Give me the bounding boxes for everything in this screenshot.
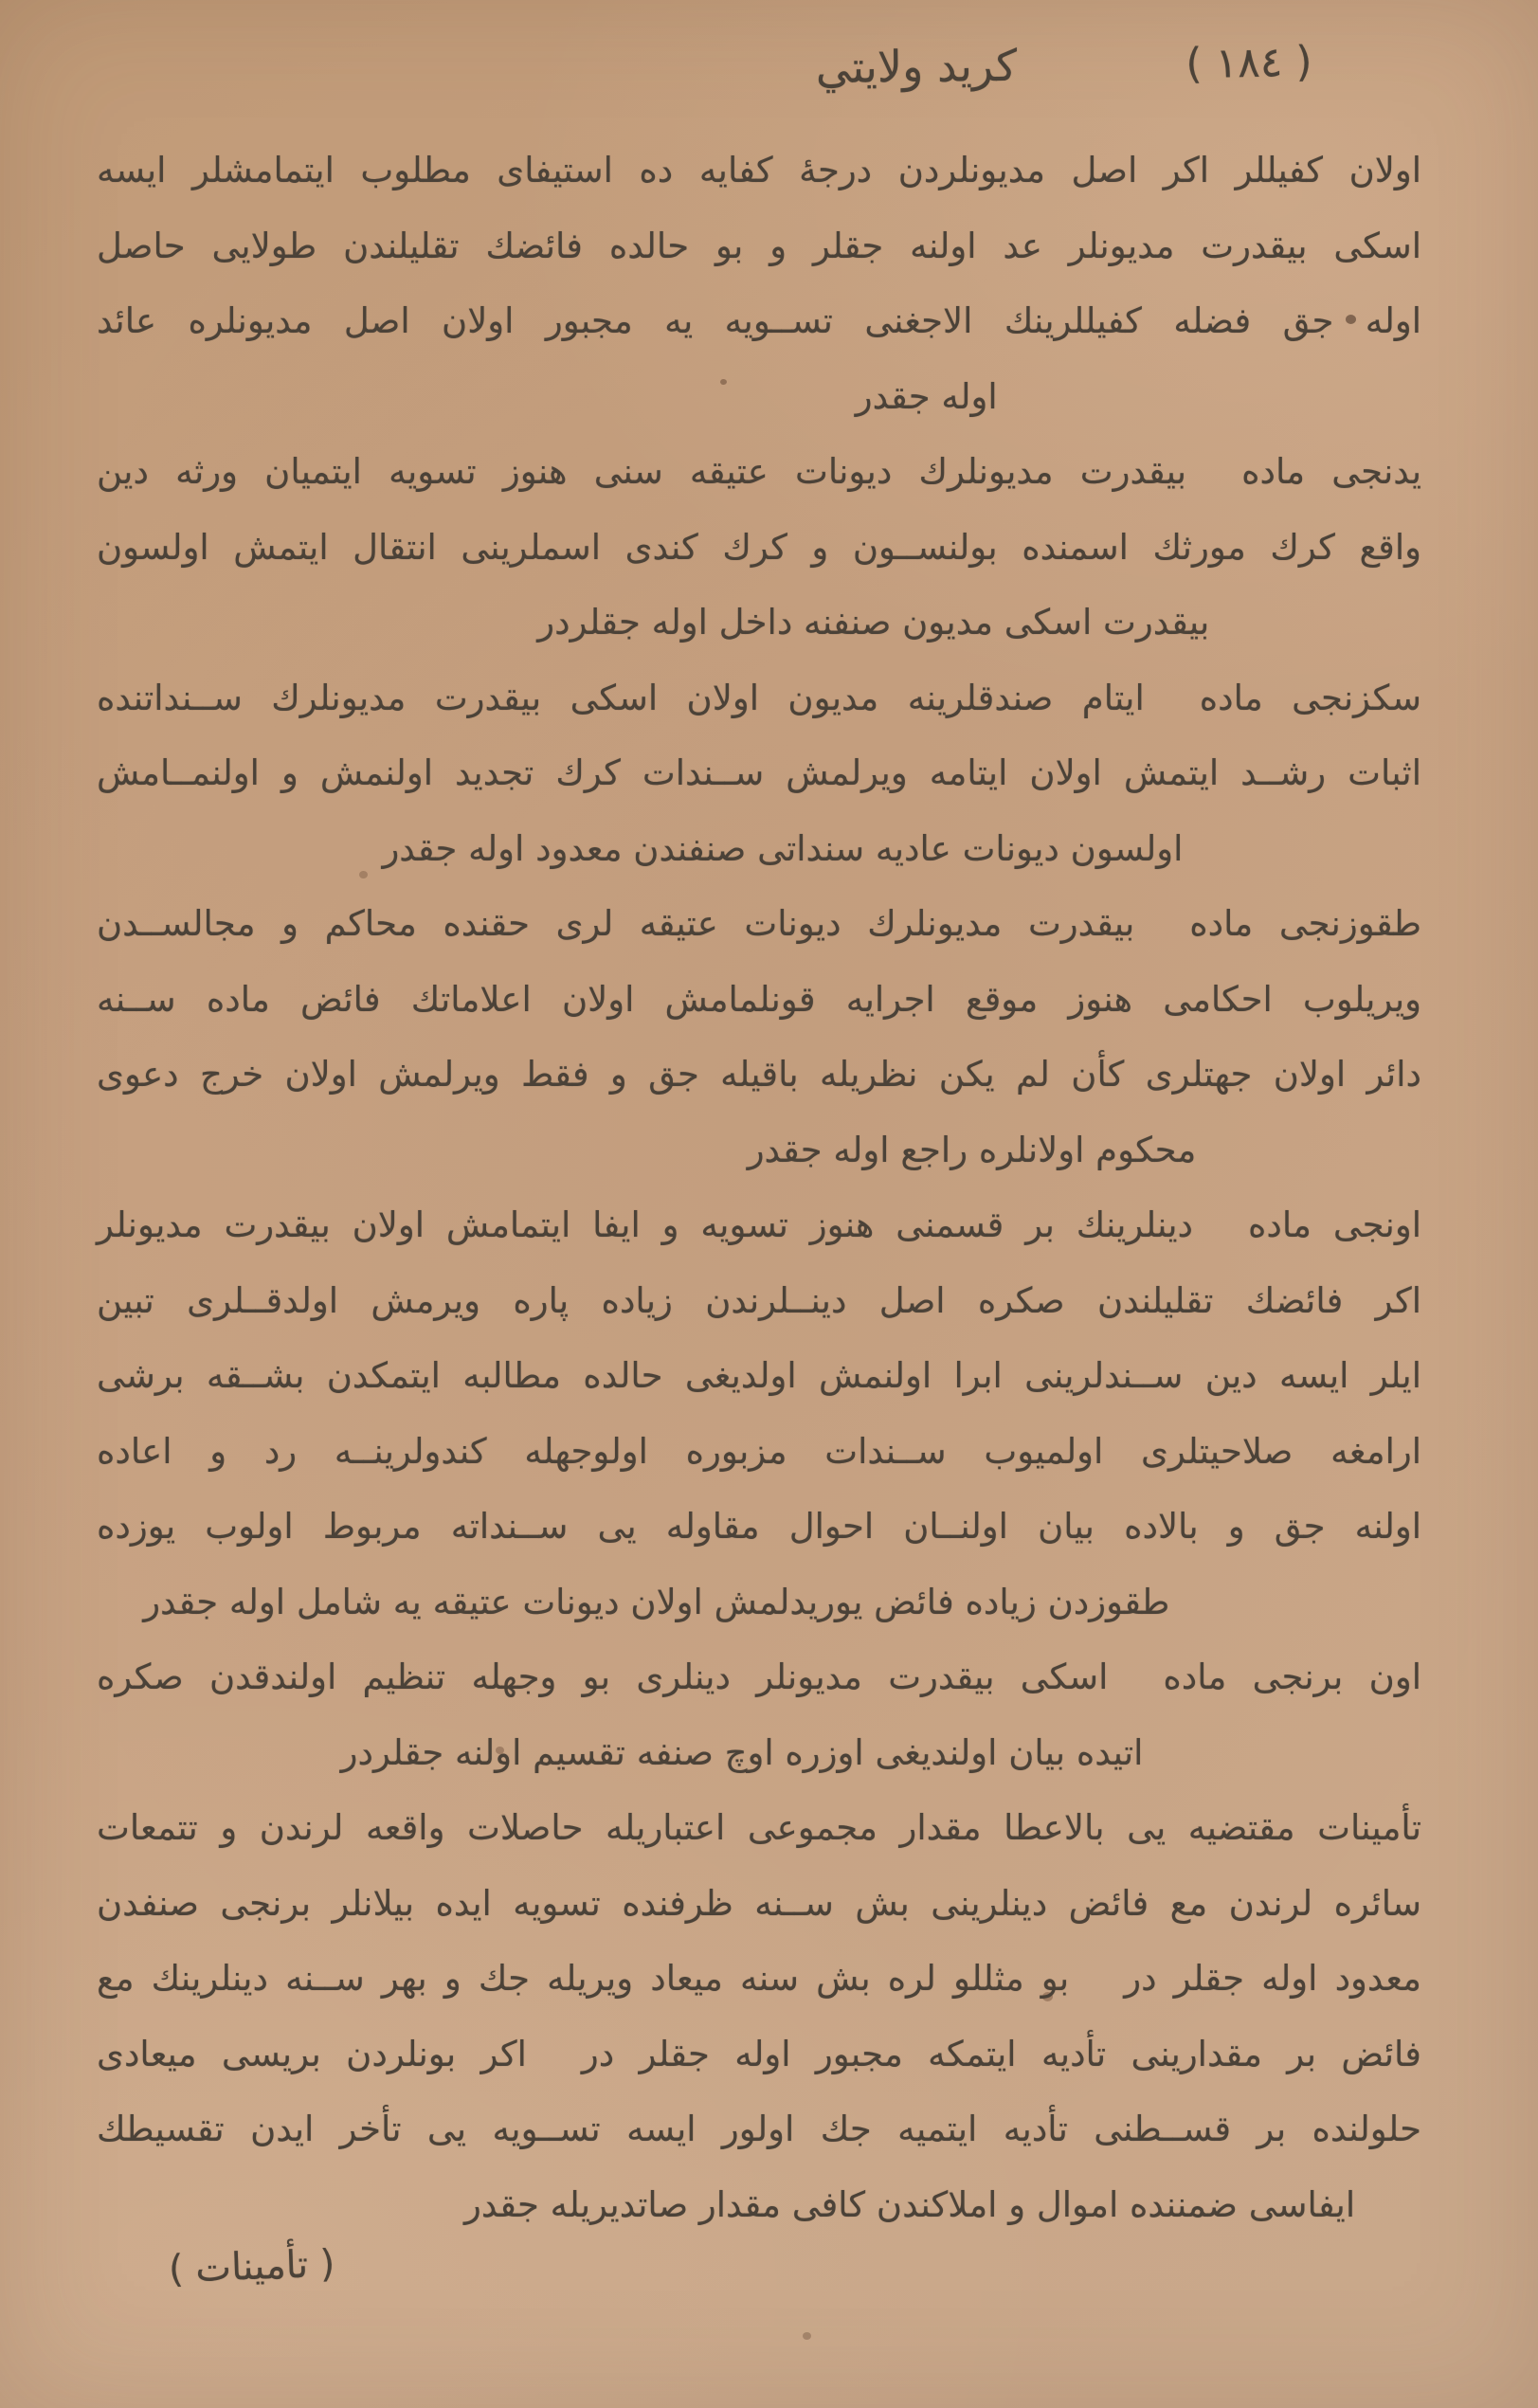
text-line: [97, 510, 1421, 586]
text-line: [97, 2091, 1421, 2167]
text-line: [97, 283, 1421, 359]
text-line: [97, 661, 1421, 736]
text-line: [97, 585, 1421, 661]
text-line: [97, 735, 1421, 811]
line-segment: معدود اوله جقلر در: [1124, 1958, 1422, 1999]
line-segment: اولان كفيللر اكر اصل مديونلردن درجهٔ كفايه ده استيفاى مطلوب ايتمامشلر ايسه: [97, 150, 1421, 190]
line-segment: بيقدرت مديونلرك ديونات عتيقه سنى هنوز تسويه ايتميان ورثه دين: [97, 451, 1187, 492]
text-line: [97, 2167, 1421, 2243]
line-segment: سكزنجى ماده: [1199, 677, 1422, 718]
line-segment: ايلر ايسه دين ســندلرينى ابرا اولنمش اولديغى حالده مطالبه ايتمكدن بشــقه برشى: [97, 1355, 1421, 1396]
text-line: [97, 208, 1421, 284]
line-segment: ايفاسى ضمننده اموال و املاكندن كافى مقدار صاتديريله جقدر: [463, 2183, 1356, 2225]
line-segment: بيقدرت اسكى مديون صنفنه داخل اوله جقلردر: [537, 602, 1210, 643]
line-segment: تأمينات مقتضيه يى بالاعطا مقدار مجموعى اعتباريله حاصلات واقعه لرندن و تتمعات: [97, 1807, 1421, 1848]
line-segment: دائر اولان جهتلرى كأن لم يكن نظريله باقيله جق و فقط ويرلمش اولان خرج دعوى: [97, 1054, 1421, 1095]
line-segment: فائض بر مقدارينى تأديه ايتمكه مجبور اوله جقلر در: [581, 2033, 1421, 2074]
line-segment: اوله جقدر: [855, 375, 998, 417]
line-segment: اسكى بيقدرت مديونلر دينلرى بو وجهله تنظيم اولندقدن صكره: [97, 1657, 1109, 1697]
text-line: [97, 1866, 1421, 1942]
text-line: [97, 1790, 1421, 1866]
line-segment: ارامغه صلاحيتلرى اولميوب ســندات مزبوره اولوجهله كندولرينــه رد و اعاده: [97, 1430, 1421, 1472]
line-segment: طقوزدن زياده فائض يوريدلمش اولان ديونات عتيقه يه شامل اوله جقدر: [143, 1581, 1170, 1622]
page-number: ( ١٨٤ ): [1185, 37, 1313, 89]
line-segment: ويريلوب احكامى هنوز موقع اجرايه قونلمامش اولان اعلاماتك فائض ماده ســنه: [97, 978, 1421, 1020]
text-line: [97, 1414, 1421, 1490]
line-segment: سائره لرندن مع فائض دينلرينى بش ســنه ظرفنده تسويه ايده بيلانلر برنجى صنفدن: [97, 1882, 1421, 1924]
text-line: [97, 1715, 1421, 1791]
text-line: [97, 1489, 1421, 1565]
body-text: [97, 133, 1421, 2242]
text-line: [97, 1113, 1421, 1188]
line-segment: ايتام صندقلرينه مديون اولان اسكى بيقدرت مديونلرك ســنداتنده: [97, 677, 1145, 718]
line-segment: طقوزنجى ماده: [1189, 903, 1422, 944]
text-line: [97, 1565, 1421, 1640]
catchword: ( تأمينات ): [168, 2241, 336, 2292]
line-segment: اكر بونلردن بريسى ميعادى: [97, 2033, 527, 2074]
text-line: [97, 1639, 1421, 1715]
text-line: [97, 886, 1421, 962]
text-line: [97, 1187, 1421, 1263]
line-segment: اوله جق فضله كفيللرينك الاجغنى تســويه يه مجبور اولان اصل مديونلره عائد: [97, 300, 1421, 341]
line-segment: اسكى بيقدرت مديونلر عد اولنه جقلر و بو حالده فائضك تقليلندن طولايى حاصل: [97, 225, 1421, 266]
running-header-title: كريد ولايتي: [815, 39, 1018, 94]
line-segment: اولسون ديونات عاديه سنداتى صنفندن معدود اوله جقدر: [382, 827, 1184, 869]
line-segment: اولنه جق و بالاده بيان اولنــان احوال مقاوله يى ســنداته مربوط اولوب يوزده: [97, 1506, 1421, 1547]
line-segment: بيقدرت مديونلرك ديونات عتيقه لرى حقنده محاكم و مجالســدن: [97, 903, 1135, 944]
text-line: [97, 359, 1421, 435]
line-segment: اونجى ماده: [1248, 1204, 1421, 1245]
text-line: [97, 1338, 1421, 1414]
text-line: [97, 1263, 1421, 1339]
text-line: [97, 811, 1421, 887]
line-segment: حلولنده بر قســطنى تأديه ايتميه جك اولور ايسه تســويه يى تأخر ايدن تقسيطك: [97, 2109, 1421, 2149]
line-segment: محكوم اولانلره راجع اوله جقدر: [747, 1129, 1197, 1170]
line-segment: دينلرينك بر قسمنى هنوز تسويه و ايفا ايتمامش اولان بيقدرت مديونلر: [97, 1204, 1194, 1245]
text-line: [97, 133, 1421, 208]
text-line: [97, 1037, 1421, 1113]
text-line: [97, 2017, 1421, 2092]
line-segment: اكر فائضك تقليلندن صكره اصل دينــلرندن زياده پاره ويرمش اولدقــلرى تبين: [97, 1279, 1421, 1321]
line-segment: اتيده بيان اولنديغى اوزره اوچ صنفه تقسيم اولنه جقلردر: [340, 1731, 1144, 1773]
line-segment: بو مثللو لره بش سنه ميعاد ويريله جك و بهر ســنه دينلرينك مع: [97, 1958, 1070, 1999]
line-segment: واقع كرك مورثك اسمنده بولنســون و كرك كندى اسملرينى انتقال ايتمش اولسون: [97, 526, 1421, 568]
text-line: [97, 962, 1421, 1038]
line-segment: يدنجى ماده: [1241, 451, 1421, 492]
line-segment: اثبات رشــد ايتمش اولان ايتامه ويرلمش ســندات كرك تجديد اولنمش و اولنمــامش: [97, 752, 1421, 793]
text-line: [97, 434, 1421, 510]
line-segment: اون برنجى ماده: [1163, 1657, 1421, 1697]
text-line: [97, 1941, 1421, 2017]
